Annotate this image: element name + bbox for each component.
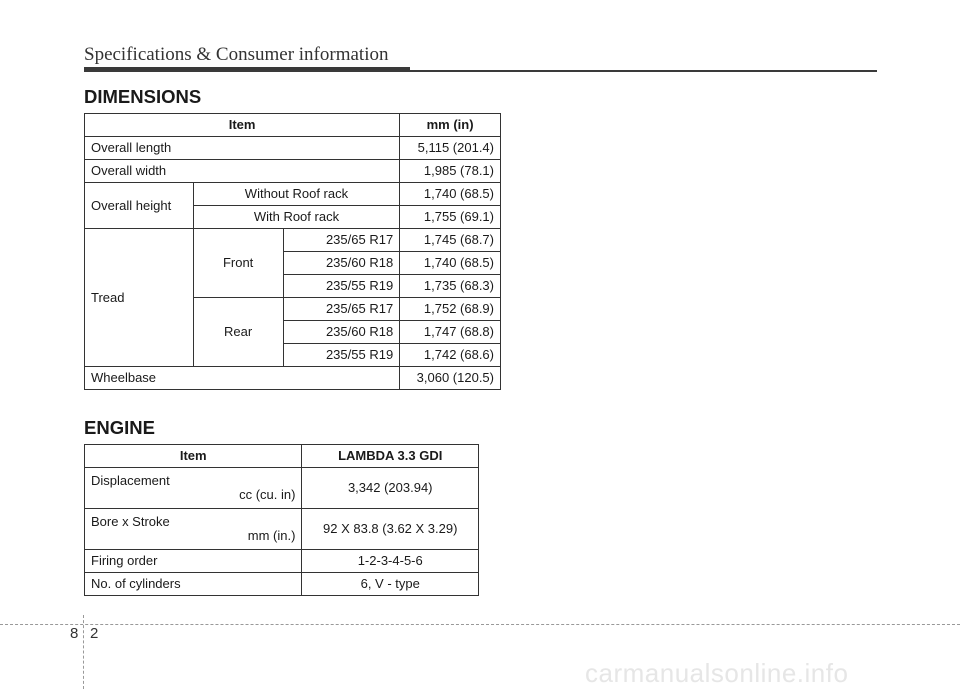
table-row xyxy=(85,137,501,160)
bore-stroke-value: 92 X 83.8 (3.62 X 3.29) xyxy=(302,509,479,550)
header-rule xyxy=(410,70,877,72)
footer-guide-horizontal xyxy=(0,624,960,625)
tread-rear-label: Rear xyxy=(193,298,283,367)
col-header-item: Item xyxy=(85,445,302,468)
tread-value: 1,752 (68.9) xyxy=(400,298,501,321)
table-row xyxy=(85,160,501,183)
tire-size: 235/55 R19 xyxy=(283,344,400,367)
table-row xyxy=(85,183,501,206)
table-row xyxy=(85,550,479,573)
bore-stroke-cell xyxy=(85,509,302,550)
tread-value: 1,735 (68.3) xyxy=(400,275,501,298)
page-number: 2 xyxy=(90,625,99,642)
tread-value: 1,742 (68.6) xyxy=(400,344,501,367)
overall-height-label: Overall height xyxy=(85,183,194,229)
engine-heading: ENGINE xyxy=(84,417,155,438)
dimensions-heading: DIMENSIONS xyxy=(84,86,202,107)
dimensions-table xyxy=(84,113,501,390)
with-roof-rack-value: 1,755 (69.1) xyxy=(400,206,501,229)
overall-length-value: 5,115 (201.4) xyxy=(400,137,501,160)
overall-width-label: Overall width xyxy=(85,160,400,183)
displacement-unit: cc (cu. in) xyxy=(239,487,296,502)
overall-length-label: Overall length xyxy=(85,137,400,160)
col-header-engine: LAMBDA 3.3 GDI xyxy=(302,445,479,468)
cylinders-label: No. of cylinders xyxy=(85,573,302,596)
table-header-row xyxy=(85,445,479,468)
displacement-cell xyxy=(85,468,302,509)
section-header-title: Specifications & Consumer information xyxy=(84,44,389,65)
table-row xyxy=(85,367,501,390)
col-header-unit: mm (in) xyxy=(400,114,501,137)
table-row xyxy=(85,229,501,252)
displacement-value: 3,342 (203.94) xyxy=(302,468,479,509)
table-row xyxy=(85,573,479,596)
with-roof-rack-label: With Roof rack xyxy=(193,206,399,229)
tread-value: 1,740 (68.5) xyxy=(400,252,501,275)
without-roof-rack-label: Without Roof rack xyxy=(193,183,399,206)
wheelbase-value: 3,060 (120.5) xyxy=(400,367,501,390)
firing-order-label: Firing order xyxy=(85,550,302,573)
displacement-label: Displacement xyxy=(91,473,170,488)
page-number-section: 8 xyxy=(70,625,79,642)
tire-size: 235/60 R18 xyxy=(283,252,400,275)
tire-size: 235/65 R17 xyxy=(283,229,400,252)
engine-table xyxy=(84,444,479,596)
without-roof-rack-value: 1,740 (68.5) xyxy=(400,183,501,206)
tire-size: 235/55 R19 xyxy=(283,275,400,298)
table-header-row xyxy=(85,114,501,137)
overall-width-value: 1,985 (78.1) xyxy=(400,160,501,183)
tread-label: Tread xyxy=(85,229,194,367)
bore-stroke-unit: mm (in.) xyxy=(247,528,296,543)
tire-size: 235/65 R17 xyxy=(283,298,400,321)
footer-guide-vertical xyxy=(83,615,84,689)
table-row xyxy=(85,468,479,509)
table-row xyxy=(85,509,479,550)
watermark: carmanualsonline.info xyxy=(585,658,849,688)
tire-size: 235/60 R18 xyxy=(283,321,400,344)
firing-order-value: 1-2-3-4-5-6 xyxy=(302,550,479,573)
tread-front-label: Front xyxy=(193,229,283,298)
col-header-item: Item xyxy=(85,114,400,137)
header-bar xyxy=(84,67,410,72)
wheelbase-label: Wheelbase xyxy=(85,367,400,390)
tread-value: 1,747 (68.8) xyxy=(400,321,501,344)
cylinders-value: 6, V - type xyxy=(302,573,479,596)
bore-stroke-label: Bore x Stroke xyxy=(91,514,170,529)
tread-value: 1,745 (68.7) xyxy=(400,229,501,252)
